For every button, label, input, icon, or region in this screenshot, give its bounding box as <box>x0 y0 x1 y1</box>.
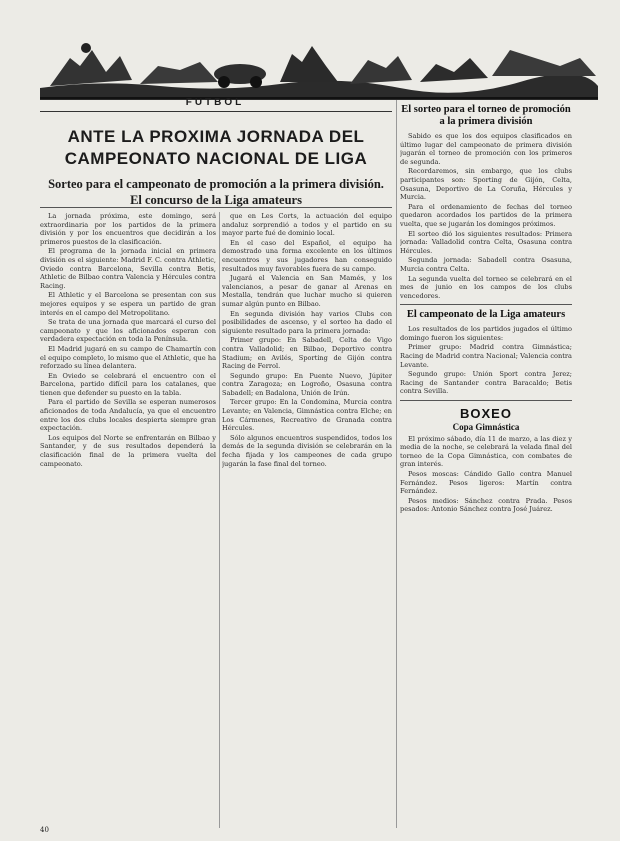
left-paragraph: Se trata de una jornada que marcará el curso del campeonato y que los aficionados esperan con verdadera expectación en toda la Península. <box>40 318 216 344</box>
middle-paragraph: que en Les Corts, la actuación del equipo andaluz sorprendió a todos y el partido en su mayor parte fué de dominio local. <box>222 212 392 238</box>
middle-paragraph: Primer grupo: En Sabadell, Celta de Vigo contra Valladolid; en Bilbao, Deportivo contra Stadium; en Avilés, Sporting de Gijón contra Racing de Ferrol. <box>222 336 392 371</box>
right-paragraph: Pesos moscas: Cándido Gallo contra Manuel Fernández. Pesos ligeros: Martín contra Fernández. <box>400 470 572 496</box>
boxing-heading: BOXEO <box>460 406 512 422</box>
middle-paragraph: En segunda división hay varios Clubs con posibilidades de ascenso, y el sorteo ha dado el siguiente resultado para la primera jornada: <box>222 309 392 335</box>
right-paragraph: El próximo sábado, día 11 de marzo, a las diez y media de la noche, se celebrará la velada final del torneo de la Copa Gimnástica, con combates de gran interés. <box>400 434 572 469</box>
right-paragraph: Segundo grupo: Unión Sport contra Jerez; Racing de Santander contra Baracaldo; Betis contra Sevilla. <box>400 370 572 396</box>
right-paragraph: Recordaremos, sin embargo, que los clubs participantes son: Sporting de Gijón, Celta, Osasuna, Deportivo de La Coruña, Hércules y Murcia. <box>400 167 572 202</box>
column-divider <box>400 304 572 305</box>
middle-paragraph: Jugará el Valencia en San Mamés, y los valencianos, a pesar de ganar al Arenas en Mestalla, tendrán que luchar mucho si quieren sumar algún punto en Bilbao. <box>222 274 392 308</box>
right-paragraph: Pesos medios: Sánchez contra Prada. Pesos pesados: Antonio Sánchez contra José Juárez. <box>400 496 572 514</box>
right-paragraph: El sorteo dió los siguientes resultados: Primera jornada: Valladolid contra Celta, Osasuna contra Hércules. <box>400 229 572 255</box>
right-paragraph: Para el ordenamiento de fechas del torneo quedaron acordados los partidos de la primera vuelta, que se jugarán los domingos próximos. <box>400 202 572 228</box>
middle-paragraph: Tercer grupo: En la Condomina, Murcia contra Levante; en Valencia, Gimnástica contra Elche; en Los Cármenes, Recreativo de Granada contra Hércules. <box>222 398 392 433</box>
right-paragraph: Primer grupo: Madrid contra Gimnástica; Racing de Madrid contra Nacional; Valencia contra Levante. <box>400 343 572 369</box>
right-article-column <box>400 102 572 832</box>
left-paragraph: La jornada próxima, este domingo, será extraordinaria por los partidos de la primera división y por los encuentros que decidirán a los primeros puestos de la clasificación. <box>40 212 216 246</box>
column-divider <box>400 400 572 401</box>
page-number: 40 <box>40 826 49 834</box>
section-label: FUTBOL <box>185 97 245 108</box>
headline-divider <box>40 207 392 208</box>
middle-paragraph: En el caso del Español, el equipo ha demostrado una forma excelente en los últimos encuentros y sus jugadores han conseguido resultados muy favorables fuera de su campo. <box>222 238 392 273</box>
left-paragraph: El Madrid jugará en su campo de Chamartín con el equipo completo, lo mismo que el Athletic, que ha reforzado su línea delantera. <box>40 344 216 371</box>
left-paragraph: Los equipos del Norte se enfrentarán en Bilbao y Santander, y de sus resultados dependerá la clasificación final de la primera vuelta del campeonato. <box>40 433 216 468</box>
sports-banner-illustration <box>40 36 598 100</box>
left-paragraph: En Oviedo se celebrará el encuentro con el Barcelona, partido difícil para los catalanes, que tienen que defender su puesto en la tabla. <box>40 371 216 397</box>
amateur-league-heading: El campeonato de la Liga amateurs <box>406 309 566 321</box>
promotion-draw-heading: El sorteo para el torneo de promoción a la primera división <box>401 104 571 127</box>
section-rule <box>40 111 392 112</box>
column-rule-right <box>396 100 397 828</box>
right-paragraph: La segunda vuelta del torneo se celebrará en el mes de junio en los campos de los clubs vencedores. <box>400 274 572 300</box>
left-paragraph: Para el partido de Sevilla se esperan numerosos aficionados de toda Andalucía, ya que el encuentro entre los dos clubs locales despierta siempre gran expectación. <box>40 398 216 433</box>
left-paragraph: El Athletic y el Barcelona se presentan con sus mejores equipos y se espera un partido de gran interés en el campo del Metropolitano. <box>40 291 216 317</box>
boxing-subheading: Copa Gimnástica <box>452 422 520 433</box>
headline: ANTE LA PROXIMA JORNADA DEL CAMPEONATO NACIONAL DE LIGA <box>64 127 368 168</box>
subheadline: Sorteo para el campeonato de promoción a la primera división. El concurso de la Liga amateurs <box>48 177 384 207</box>
middle-paragraph: Segundo grupo: En Puente Nuevo, Júpiter contra Zaragoza; en Logroño, Osasuna contra Sabadell; en Badalona, Unión de Irún. <box>222 371 392 397</box>
right-paragraph: Sabido es que los dos equipos clasificados en último lugar del campeonato de primera división jugarán el torneo de promoción con los primeros de segunda. <box>400 132 572 166</box>
left-article-column <box>40 212 216 830</box>
column-rule-left <box>219 212 220 828</box>
middle-paragraph: Sólo algunos encuentros suspendidos, todos los demás de la segunda división se celebrarán en la fecha fijada y los campeones de cada grupo jugarán la fase final del torneo. <box>222 433 392 468</box>
middle-article-column <box>222 212 392 830</box>
left-paragraph: El programa de la jornada inicial en primera división es el siguiente: Madrid F. C. contra Athletic, Oviedo contra Barcelona, Sevilla contra Betis, Athletic de Bilbao contra Valencia y Hércules contra Racing. <box>40 247 216 290</box>
right-paragraph: Los resultados de los partidos jugados el último domingo fueron los siguientes: <box>400 325 572 342</box>
right-paragraph: Segunda jornada: Sabadell contra Osasuna, Murcia contra Celta. <box>400 256 572 273</box>
